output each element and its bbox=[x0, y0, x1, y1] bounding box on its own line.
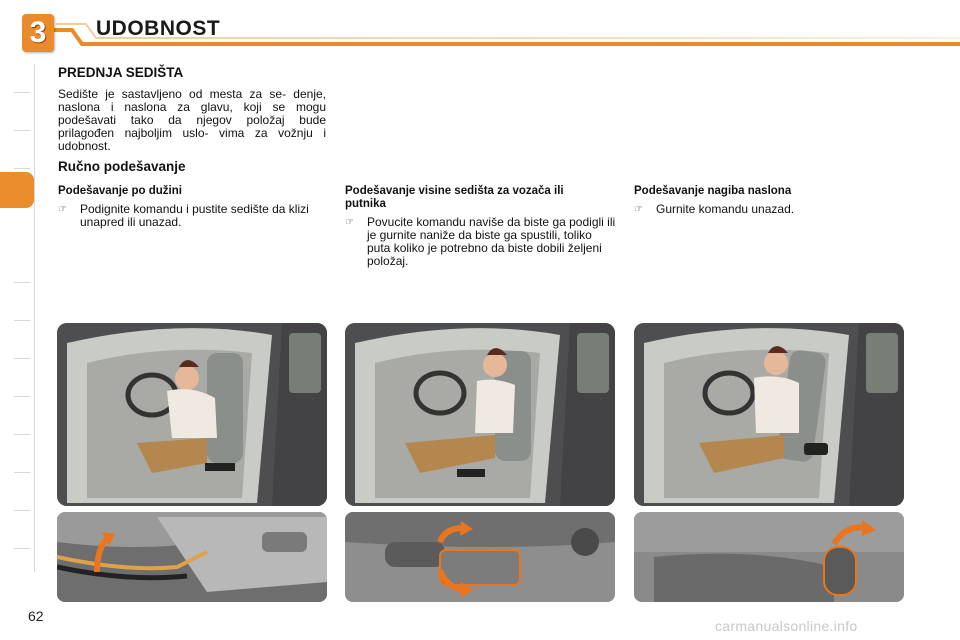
active-chapter-tab[interactable] bbox=[0, 172, 34, 208]
car-interior-illustration bbox=[57, 323, 327, 506]
seat-rail-closeup bbox=[57, 512, 327, 602]
intro-paragraph: Sedište je sastavljeno od mesta za se- denje, naslona i naslona za glavu, koji se mogu podešavati tako da njegov položaj bude prilagođen najboljim uslo- vima za vožnju i udobnost. bbox=[58, 87, 326, 153]
instruction-length bbox=[58, 203, 328, 233]
car-interior-illustration bbox=[634, 323, 904, 506]
instruction-text: Podignite komandu i pustite sedište da klizi unapred ili unazad. bbox=[80, 202, 309, 229]
rail-tick bbox=[14, 472, 30, 473]
rail-tick bbox=[14, 168, 30, 169]
instruction-height bbox=[345, 216, 617, 276]
rail-tick bbox=[14, 92, 30, 93]
backrest-knob-closeup bbox=[634, 512, 904, 602]
rail-tick bbox=[14, 434, 30, 435]
car-interior-illustration bbox=[345, 323, 615, 506]
section-title: PREDNJA SEDIŠTA bbox=[58, 65, 184, 80]
instruction-text: Gurnite komandu unazad. bbox=[656, 202, 795, 216]
backrest-angle-photo bbox=[634, 323, 904, 506]
backrest-control-detail bbox=[634, 512, 904, 602]
watermark: carmanualsonline.info bbox=[715, 618, 858, 634]
height-control-detail bbox=[345, 512, 615, 602]
seat-height-photo bbox=[345, 323, 615, 506]
rail-tick bbox=[14, 130, 30, 131]
page-number: 62 bbox=[28, 608, 44, 624]
instruction-text: Povucite komandu naviše da biste ga podigli ili je gurnite naniže da biste ga spustili, toliko puta koliko je potrebno da biste dobili željeni položaj. bbox=[367, 215, 616, 268]
column-heading-height: Podešavanje visine sedišta za vozača ili putnika bbox=[345, 185, 564, 210]
rail-tick bbox=[14, 548, 30, 549]
pointing-hand-icon: ☞ bbox=[345, 217, 354, 228]
chapter-title: UDOBNOST bbox=[96, 17, 221, 40]
rail-tick bbox=[14, 358, 30, 359]
instruction-backrest bbox=[634, 203, 904, 219]
header-bar bbox=[0, 0, 960, 48]
seat-lever-closeup bbox=[345, 512, 615, 602]
rail-tick bbox=[14, 282, 30, 283]
column-heading-backrest: Podešavanje nagiba naslona bbox=[634, 185, 792, 197]
subsection-title: Ručno podešavanje bbox=[58, 159, 186, 174]
chapter-tab-rail bbox=[14, 64, 35, 572]
pointing-hand-icon: ☞ bbox=[58, 204, 67, 215]
column-heading-length: Podešavanje po dužini bbox=[58, 185, 182, 197]
rail-tick bbox=[14, 510, 30, 511]
seat-length-photo bbox=[57, 323, 327, 506]
pointing-hand-icon: ☞ bbox=[634, 204, 643, 215]
chapter-number-badge: 3 bbox=[22, 14, 54, 52]
rail-tick bbox=[14, 396, 30, 397]
rail-tick bbox=[14, 320, 30, 321]
length-control-detail bbox=[57, 512, 327, 602]
